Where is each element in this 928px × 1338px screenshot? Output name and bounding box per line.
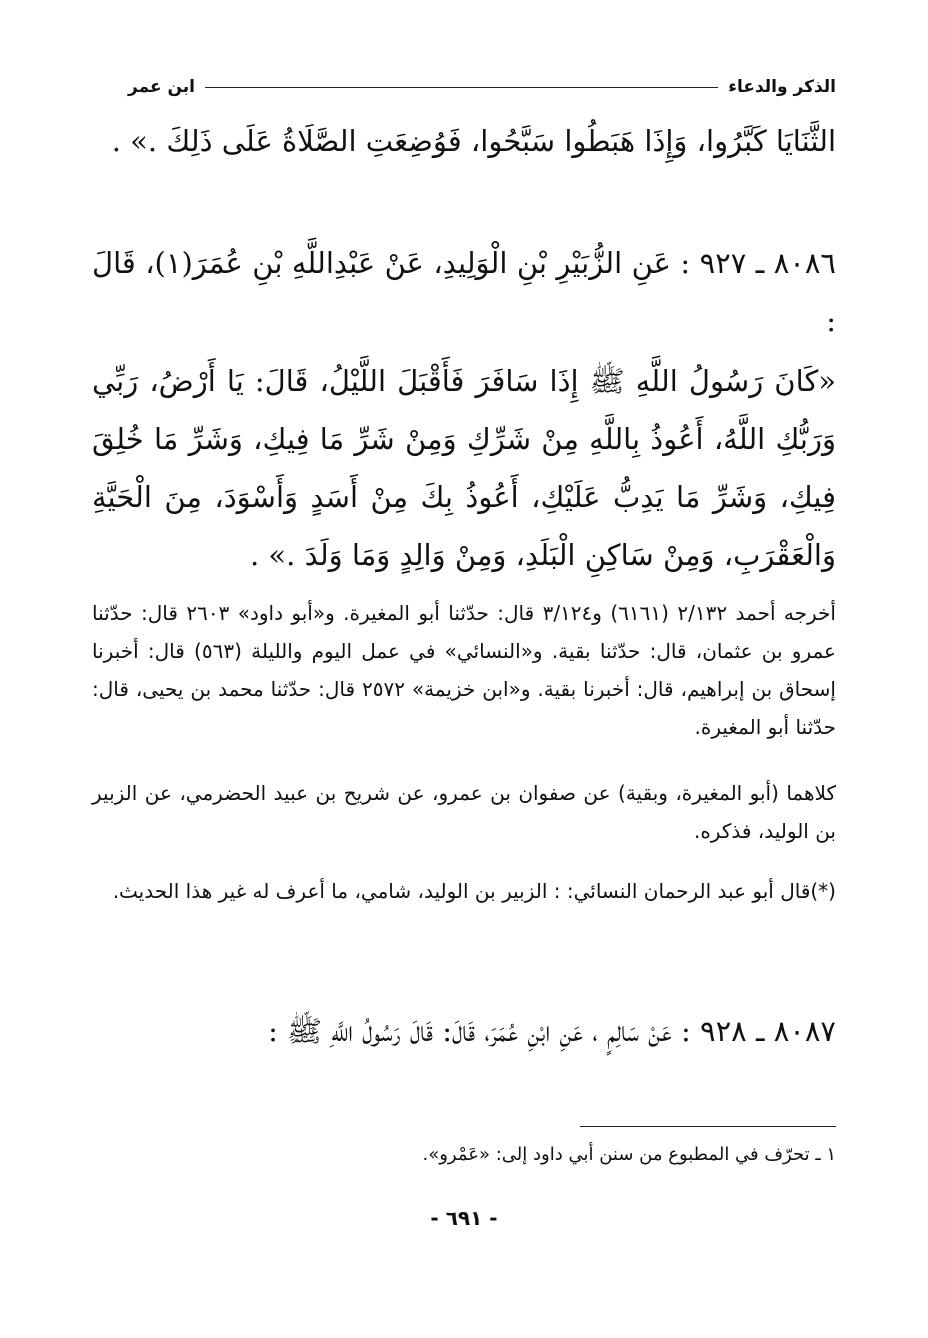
hadith-8086-note: (*)قال أبو عبد الرحمان النسائي: : الزبير بن الوليد، شامي، ما أعرف له غير هذا الحديث. bbox=[112, 879, 836, 903]
page-number: - ٦٩١ - bbox=[430, 1206, 498, 1230]
continuation-text: الثَّنَايَا كَبَّرُوا، وَإِذَا هَبَطُوا سَبَّحُوا، فَوُضِعَتِ الصَّلَاةُ عَلَى ذَلِكَ .» . bbox=[111, 124, 836, 158]
hadith-8086-matn: «كَانَ رَسُولُ اللَّهِ ﷺ إِذَا سَافَرَ فَأَقْبَلَ اللَّيْلُ، قَالَ: يَا أَرْضُ، رَبِّي وَرَبُّكِ اللَّهُ، أَعُوذُ بِاللَّهِ مِنْ شَرِّكِ وَمِنْ شَرِّ مَا فِيكِ، وَشَرِّ مَا خُلِقَ فِيكِ، وَشَرِّ مَا يَدِبُّ عَلَيْكِ، أَعُوذُ بِكَ مِنْ أَسَدٍ وَأَسْوَدَ، مِنَ الْحَيَّةِ وَالْعَقْرَبِ، وَمِنْ سَاكِنِ الْبَلَدِ، وَمِنْ وَالِدٍ وَمَا وَلَدَ .» . bbox=[92, 364, 836, 572]
header-rule bbox=[205, 87, 718, 88]
footnote-rule bbox=[580, 1126, 836, 1127]
hadith-8086-kilahuma: كلاهما (أبو المغيرة، وبقية) عن صفوان بن عمرو، عن شريح بن عبيد الحضرمي، عن الزبير بن الوليد، فذكره. bbox=[92, 781, 836, 843]
header-chapter-title: الذكر والدعاء bbox=[728, 77, 836, 97]
hadith-8086-isnad: ٨٠٨٦ ـ ٩٢٧ : عَنِ الزُّبَيْرِ بْنِ الْوَلِيدِ، عَنْ عَبْدِاللَّهِ بْنِ عُمَرَ(١)، قَالَ : bbox=[92, 246, 836, 338]
running-header bbox=[128, 74, 836, 100]
header-section-title: ابن عمر bbox=[128, 77, 196, 97]
footnote: ١ ـ تحرّف في المطبوع من سنن أبي داود إلى: «عَمْرو». bbox=[422, 1144, 836, 1165]
hadith-8087-isnad: ٨٠٨٧ ـ ٩٢٨ : عَنْ سَالِمٍ ، عَنِ ابْنِ عُمَرَ، قَالَ: قَالَ رَسُولُ اللَّهِ ﷺ : bbox=[268, 1014, 836, 1048]
hadith-8086-takhrij: أخرجه أحمد ٢/١٣٢ (٦١٦١) و٣/١٢٤ قال: حدّثنا أبو المغيرة. و«أبو داود» ٢٦٠٣ قال: حدّثنا عمرو بن عثمان، قال: حدّثنا بقية. و«النسائي» في عمل اليوم والليلة (٥٦٣) قال: أخبرنا إسحاق بن إبراهيم، قال: أخبرنا بقية. و«ابن خزيمة» ٢٥٧٢ قال: حدّثنا محمد بن يحيى، قال: حدّثنا أبو المغيرة. bbox=[92, 601, 836, 739]
